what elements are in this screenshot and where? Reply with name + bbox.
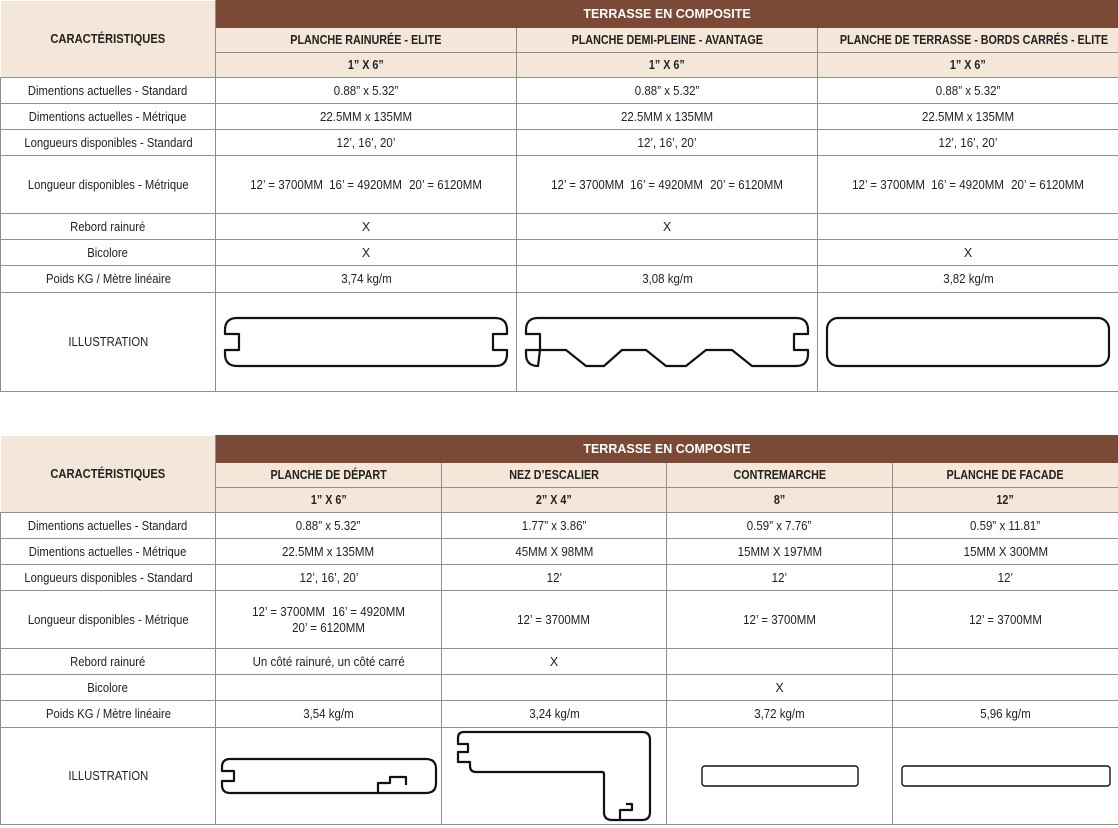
brand-header: TERRASSE EN COMPOSITE [216, 436, 1118, 463]
check-mark [893, 675, 1118, 701]
row-label: Dimentions actuelles - Standard [1, 78, 216, 104]
table-cell: 3,08 kg/m [517, 266, 818, 293]
row-label: Longueurs disponibles - Standard [1, 130, 216, 156]
check-mark: X [216, 214, 517, 240]
row-label: Bicolore [1, 240, 216, 266]
product-name: PLANCHE RAINURÉE - ELITE [216, 28, 517, 53]
table-row [1, 293, 1118, 392]
table-cell: 0.59” x 7.76” [667, 513, 893, 539]
half-solid-board-profile-icon [524, 316, 810, 368]
product-name: PLANCHE DE DÉPART [216, 463, 442, 488]
row-label: Longueur disponibles - Métrique [1, 156, 216, 214]
table-cell: 12’ = 3700MM 16’ = 4920MM 20’ = 6120MM [517, 156, 818, 214]
row-label: Poids KG / Mètre linéaire [1, 266, 216, 293]
table-cell: 22.5MM x 135MM [517, 104, 818, 130]
grooved-board-profile-icon [223, 316, 509, 368]
row-label: Bicolore [1, 675, 216, 701]
table-row [1, 701, 1118, 728]
row-label: Rebord rainuré [1, 649, 216, 675]
brand-header: TERRASSE EN COMPOSITE [216, 1, 1118, 28]
check-mark: X [517, 214, 818, 240]
table-cell: 12’ = 3700MM 16’ = 4920MM 20’ = 6120MM [818, 156, 1118, 214]
features-header-cell [1, 1, 216, 78]
row-label: Dimentions actuelles - Métrique [1, 539, 216, 565]
spec-table-2 [0, 435, 1118, 825]
illustration-cell [216, 293, 517, 392]
check-mark: X [667, 675, 893, 701]
table-cell: 12’, 16’, 20’ [216, 130, 517, 156]
square-edge-board-profile-icon [825, 316, 1111, 368]
table-row [1, 214, 1118, 240]
table-row [1, 513, 1118, 539]
table-cell: 0.59” x 11.81” [893, 513, 1118, 539]
table-cell: 0.88” x 5.32” [517, 78, 818, 104]
product-size: 1” X 6” [517, 53, 818, 78]
table-cell: 0.88” x 5.32” [818, 78, 1118, 104]
product-size: 2” X 4” [442, 488, 667, 513]
table-row [1, 266, 1118, 293]
table-cell: 3,72 kg/m [667, 701, 893, 728]
table-row [1, 728, 1118, 825]
table-cell: Un côté rainuré, un côté carré [216, 649, 442, 675]
check-mark: X [216, 240, 517, 266]
row-label: Dimentions actuelles - Standard [1, 513, 216, 539]
row-label: Longueurs disponibles - Standard [1, 565, 216, 591]
table-cell: 0.88” x 5.32” [216, 513, 442, 539]
check-mark [517, 240, 818, 266]
riser-profile-icon [700, 764, 860, 788]
features-header-cell [1, 436, 216, 513]
illustration-cell [667, 728, 893, 825]
features-header: CARACTÉRISTIQUES [50, 466, 166, 481]
illustration-cell [216, 728, 442, 825]
table-cell: 12’ = 3700MM [893, 591, 1118, 649]
product-name: PLANCHE DE TERRASSE - BORDS CARRÉS - ELITE [818, 28, 1118, 53]
table-row [1, 240, 1118, 266]
table-row [1, 591, 1118, 649]
table-cell: 22.5MM x 135MM [216, 104, 517, 130]
illustration-cell [517, 293, 818, 392]
check-mark [893, 649, 1118, 675]
check-mark: X [818, 240, 1118, 266]
table-cell: 3,54 kg/m [216, 701, 442, 728]
table-cell: 22.5MM x 135MM [818, 104, 1118, 130]
stair-nose-profile-icon [456, 730, 652, 822]
table-cell: 15MM X 197MM [667, 539, 893, 565]
table-cell: 12’, 16’, 20’ [216, 565, 442, 591]
product-name: CONTREMARCHE [667, 463, 893, 488]
product-name: NEZ D’ESCALIER [442, 463, 667, 488]
features-header: CARACTÉRISTIQUES [50, 31, 166, 46]
check-mark [442, 675, 667, 701]
starter-board-profile-icon [220, 757, 438, 795]
product-size: 1” X 6” [216, 488, 442, 513]
table-cell: 12’, 16’, 20’ [818, 130, 1118, 156]
table-cell: 3,24 kg/m [442, 701, 667, 728]
table-row [1, 539, 1118, 565]
table-row [1, 104, 1118, 130]
check-mark [216, 675, 442, 701]
table-cell: 15MM X 300MM [893, 539, 1118, 565]
product-size: 1” X 6” [216, 53, 517, 78]
table-cell: 3,74 kg/m [216, 266, 517, 293]
spec-table-1 [0, 0, 1118, 392]
row-label: ILLUSTRATION [1, 728, 216, 825]
product-size: 1” X 6” [818, 53, 1118, 78]
table-cell: 5,96 kg/m [893, 701, 1118, 728]
table-cell: 12’ = 3700MM [442, 591, 667, 649]
illustration-cell [442, 728, 667, 825]
table-cell: 22.5MM x 135MM [216, 539, 442, 565]
table-cell: 12’ = 3700MM 16’ = 4920MM 20’ = 6120MM [216, 156, 517, 214]
table-cell: 12’ [667, 565, 893, 591]
row-label: Dimentions actuelles - Métrique [1, 104, 216, 130]
table-cell: 0.88” x 5.32” [216, 78, 517, 104]
table-cell: 12’ [442, 565, 667, 591]
table-cell: 12’ [893, 565, 1118, 591]
row-label: Rebord rainuré [1, 214, 216, 240]
table-row [1, 565, 1118, 591]
table-cell: 1.77” x 3.86” [442, 513, 667, 539]
check-mark [667, 649, 893, 675]
table-cell: 45MM X 98MM [442, 539, 667, 565]
check-mark: X [442, 649, 667, 675]
table-row [1, 130, 1118, 156]
product-name: PLANCHE DE FACADE [893, 463, 1118, 488]
product-size: 8” [667, 488, 893, 513]
check-mark [818, 214, 1118, 240]
row-label: ILLUSTRATION [1, 293, 216, 392]
table-cell: 12’ = 3700MM [667, 591, 893, 649]
product-name: PLANCHE DEMI-PLEINE - AVANTAGE [517, 28, 818, 53]
product-size: 12” [893, 488, 1118, 513]
illustration-cell [893, 728, 1118, 825]
row-label: Longueur disponibles - Métrique [1, 591, 216, 649]
table-cell: 12’ = 3700MM 16’ = 4920MM20’ = 6120MM [216, 591, 442, 649]
row-label: Poids KG / Mètre linéaire [1, 701, 216, 728]
table-row [1, 675, 1118, 701]
illustration-cell [818, 293, 1118, 392]
table-cell: 3,82 kg/m [818, 266, 1118, 293]
table-row [1, 156, 1118, 214]
table-row [1, 649, 1118, 675]
fascia-board-profile-icon [900, 764, 1112, 788]
table-row [1, 78, 1118, 104]
table-cell: 12’, 16’, 20’ [517, 130, 818, 156]
